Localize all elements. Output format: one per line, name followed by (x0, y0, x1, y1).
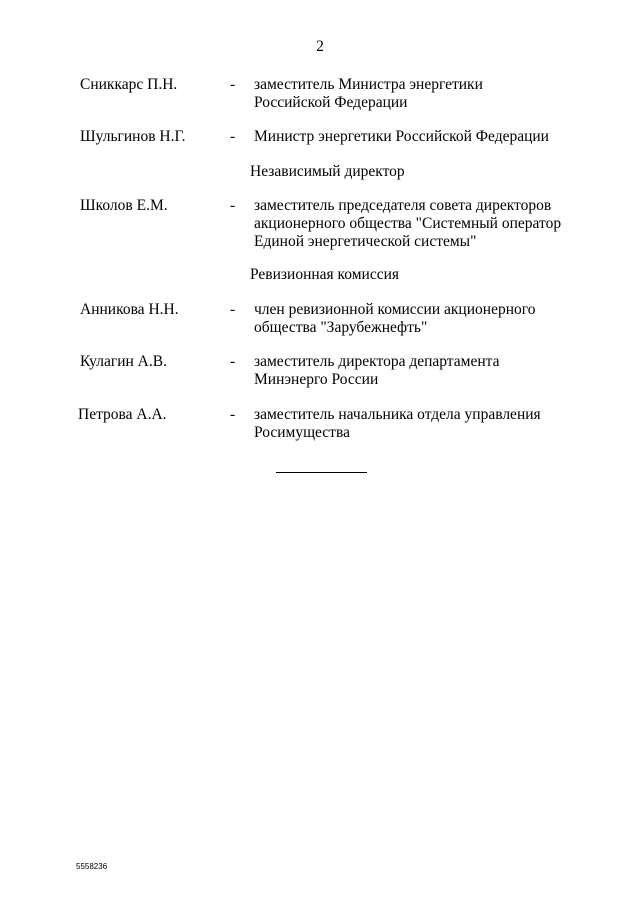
page-number: 2 (316, 38, 324, 55)
member-role: член ревизионной комиссии акционерного общества "Зарубежнефть" (254, 301, 536, 336)
member-dash: - (230, 76, 236, 93)
member-name: Петрова А.А. (78, 406, 167, 423)
member-role: заместитель председателя совета директоров акционерного общества "Системный оператор Единой энергетической системы" (254, 197, 562, 250)
member-name: Кулагин А.В. (80, 353, 167, 370)
member-role: Министр энергетики Российской Федерации (254, 128, 549, 145)
member-name: Школов Е.М. (80, 197, 168, 214)
member-name: Шульгинов Н.Г. (80, 128, 186, 145)
member-name: Сниккарс П.Н. (80, 76, 178, 93)
member-dash: - (230, 128, 236, 145)
member-dash: - (230, 301, 236, 318)
footer-code: 5558236 (76, 862, 108, 871)
member-role: заместитель директора департамента Минэнерго России (254, 353, 500, 388)
closing-rule (276, 472, 367, 473)
independent-director-heading: Независимый директор (250, 163, 405, 180)
member-dash: - (230, 406, 236, 423)
member-dash: - (230, 353, 236, 370)
member-dash: - (230, 197, 236, 214)
audit-commission-heading: Ревизионная комиссия (250, 266, 400, 283)
member-name: Анникова Н.Н. (80, 301, 179, 318)
member-role: заместитель Министра энергетики Российской Федерации (254, 76, 483, 111)
member-role: заместитель начальника отдела управления Росимущества (254, 406, 541, 441)
